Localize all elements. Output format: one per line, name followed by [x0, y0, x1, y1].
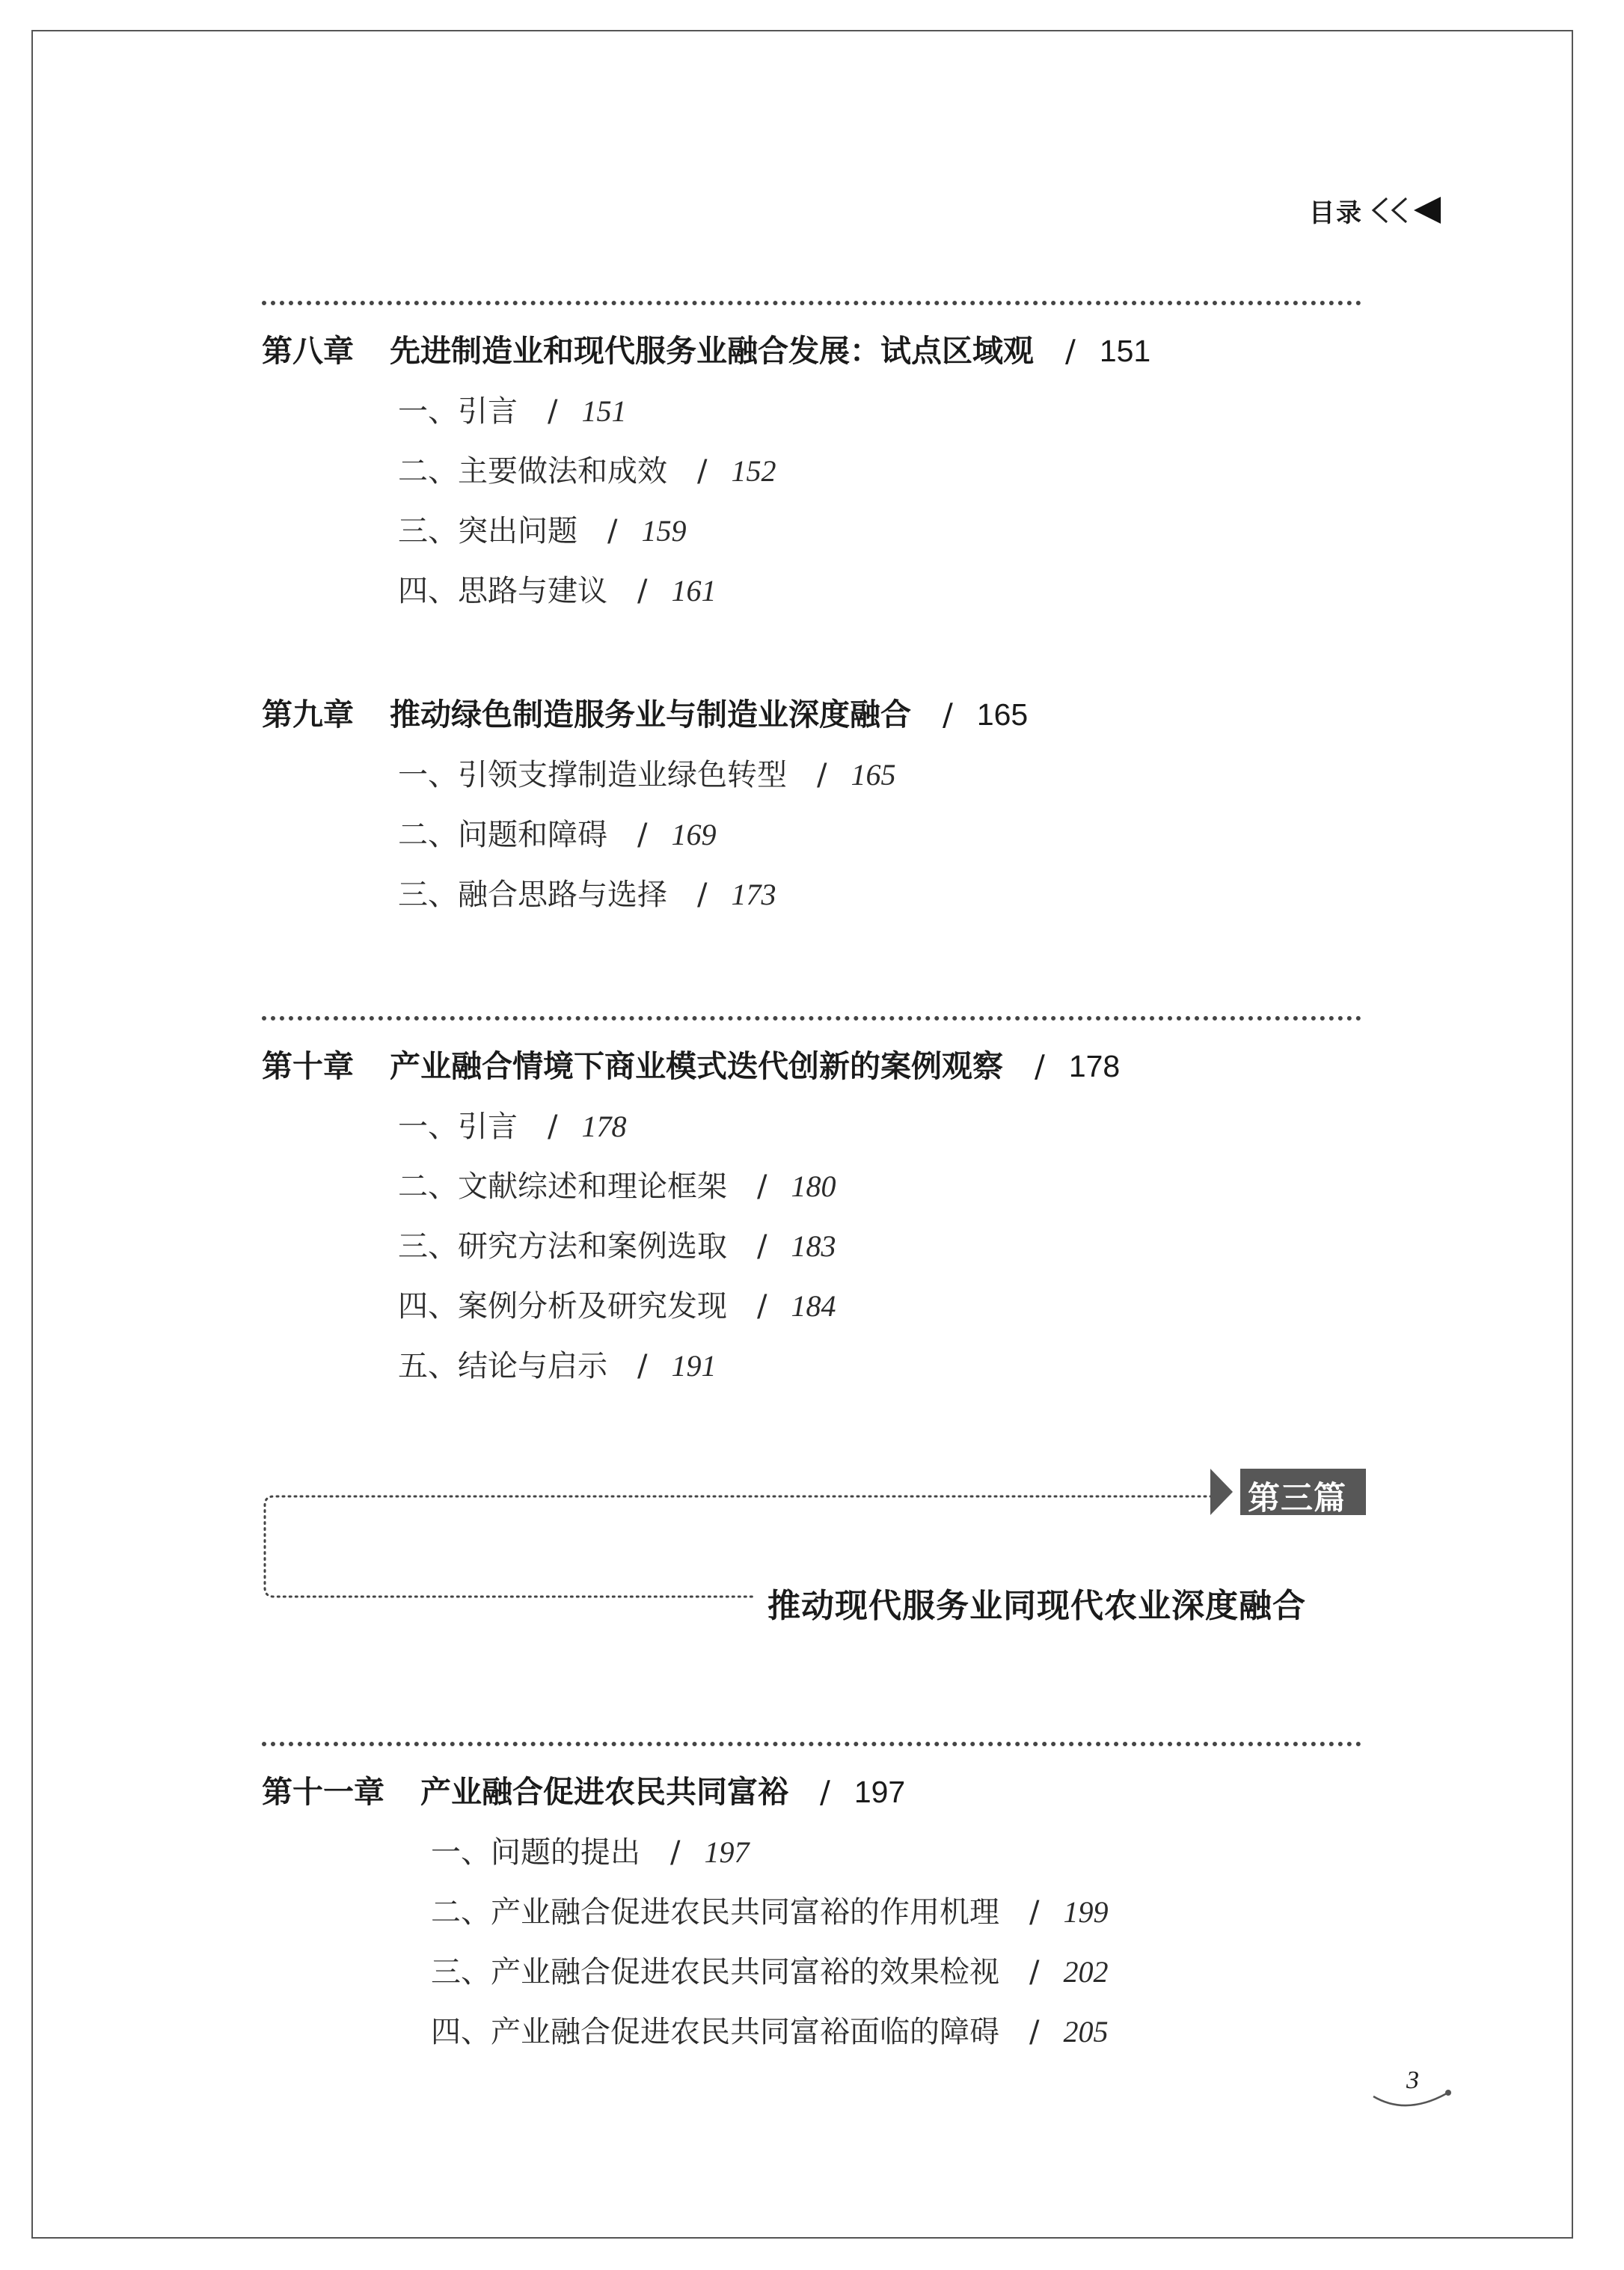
badge-notch-icon — [1210, 1469, 1240, 1515]
toc-entry — [431, 2008, 1108, 2051]
chapter-heading — [262, 326, 1150, 370]
toc-entry — [398, 871, 776, 914]
chapter-page: 165 — [976, 697, 1029, 732]
toc-entry — [431, 1829, 749, 1871]
toc-entry — [398, 447, 776, 490]
entry-label: 二、文献综述和理论框架 — [398, 1169, 727, 1204]
toc-entry — [398, 388, 626, 430]
entry-page: 202 — [1063, 1955, 1109, 1989]
separator: / — [697, 878, 708, 912]
running-header — [1309, 192, 1445, 229]
header-label: 目录 — [1309, 198, 1363, 228]
toc-entry — [398, 1163, 836, 1205]
separator: / — [817, 758, 827, 792]
separator: / — [943, 697, 953, 732]
chapter-title: 先进制造业和现代服务业融合发展：试点区域观 — [390, 333, 1034, 369]
chapter-heading — [262, 1767, 905, 1811]
entry-label: 一、引言 — [398, 1110, 518, 1144]
separator: / — [670, 1835, 681, 1870]
separator: / — [637, 574, 648, 608]
separator: / — [820, 1774, 830, 1810]
dotted-rule — [262, 301, 1361, 305]
entry-label: 四、思路与建议 — [398, 574, 607, 608]
separator: / — [757, 1169, 767, 1204]
toc-entry — [431, 1948, 1108, 1991]
separator: / — [637, 1349, 648, 1383]
chapter-title: 产业融合促进农民共同富裕 — [420, 1774, 788, 1810]
entry-page: 159 — [641, 514, 687, 548]
entry-label: 一、问题的提出 — [431, 1835, 640, 1870]
entry-page: 205 — [1063, 2015, 1109, 2049]
entry-page: 180 — [791, 1169, 836, 1203]
separator: / — [548, 1110, 558, 1144]
separator: / — [1029, 2015, 1040, 2049]
chapter-heading — [262, 690, 1028, 734]
toc-entry — [398, 1342, 716, 1385]
chapter-title: 产业融合情境下商业模式迭代创新的案例观察 — [390, 1048, 1003, 1084]
toc-entry — [398, 507, 686, 550]
part-badge — [1210, 1469, 1366, 1515]
entry-label: 三、融合思路与选择 — [398, 878, 667, 912]
separator: / — [757, 1289, 767, 1324]
dotted-rule — [262, 1016, 1361, 1021]
toc-entry — [398, 567, 716, 610]
entry-page: 151 — [581, 394, 627, 428]
entry-page: 165 — [851, 758, 896, 792]
entry-label: 三、突出问题 — [398, 514, 577, 548]
entry-label: 二、问题和障碍 — [398, 818, 607, 852]
entry-page: 173 — [731, 878, 776, 911]
separator: / — [1035, 1048, 1045, 1084]
chapter-number: 第十章 — [262, 1048, 354, 1084]
entry-page: 197 — [704, 1835, 750, 1869]
entry-page: 161 — [671, 574, 717, 608]
chapter-page: 151 — [1099, 334, 1151, 368]
entry-label: 一、引领支撑制造业绿色转型 — [398, 758, 787, 792]
separator: / — [548, 394, 558, 429]
page-number: 3 — [1406, 2066, 1419, 2094]
dotted-rule — [262, 1742, 1361, 1746]
separator: / — [757, 1229, 767, 1264]
chapter-number: 第十一章 — [262, 1774, 384, 1810]
separator: / — [1029, 1955, 1040, 1989]
separator: / — [607, 514, 618, 548]
entry-label: 二、主要做法和成效 — [398, 454, 667, 489]
entry-label: 一、引言 — [398, 394, 518, 429]
chapter-title: 推动绿色制造服务业与制造业深度融合 — [390, 697, 911, 732]
back-arrows-icon — [1370, 194, 1445, 227]
entry-label: 四、产业融合促进农民共同富裕面临的障碍 — [431, 2015, 999, 2049]
entry-label: 三、研究方法和案例选取 — [398, 1229, 727, 1264]
entry-label: 三、产业融合促进农民共同富裕的效果检视 — [431, 1955, 999, 1989]
entry-page: 191 — [671, 1349, 717, 1383]
entry-page: 184 — [791, 1289, 836, 1323]
part-badge-label: 第三篇 — [1248, 1480, 1346, 1517]
separator: / — [1029, 1895, 1040, 1930]
chapter-page: 197 — [854, 1775, 906, 1809]
chapter-number: 第九章 — [262, 697, 354, 732]
entry-page: 183 — [791, 1229, 836, 1263]
entry-page: 169 — [671, 818, 717, 851]
separator: / — [697, 454, 708, 489]
toc-entry — [431, 1888, 1108, 1931]
part-title: 推动现代服务业同现代农业深度融合 — [767, 1587, 1306, 1625]
separator: / — [1065, 333, 1076, 369]
chapter-number: 第八章 — [262, 333, 354, 369]
toc-entry — [398, 1223, 836, 1265]
entry-page: 152 — [731, 454, 776, 488]
chapter-page: 178 — [1068, 1049, 1121, 1083]
toc-entry — [398, 811, 716, 854]
toc-entry — [398, 751, 895, 794]
separator: / — [637, 818, 648, 852]
entry-label: 四、案例分析及研究发现 — [398, 1289, 727, 1324]
entry-label: 五、结论与启示 — [398, 1349, 607, 1383]
chapter-heading — [262, 1041, 1120, 1086]
toc-entry — [398, 1282, 836, 1325]
entry-label: 二、产业融合促进农民共同富裕的作用机理 — [431, 1895, 999, 1930]
entry-page: 199 — [1063, 1895, 1109, 1929]
toc-entry — [398, 1103, 626, 1145]
entry-page: 178 — [581, 1110, 627, 1143]
